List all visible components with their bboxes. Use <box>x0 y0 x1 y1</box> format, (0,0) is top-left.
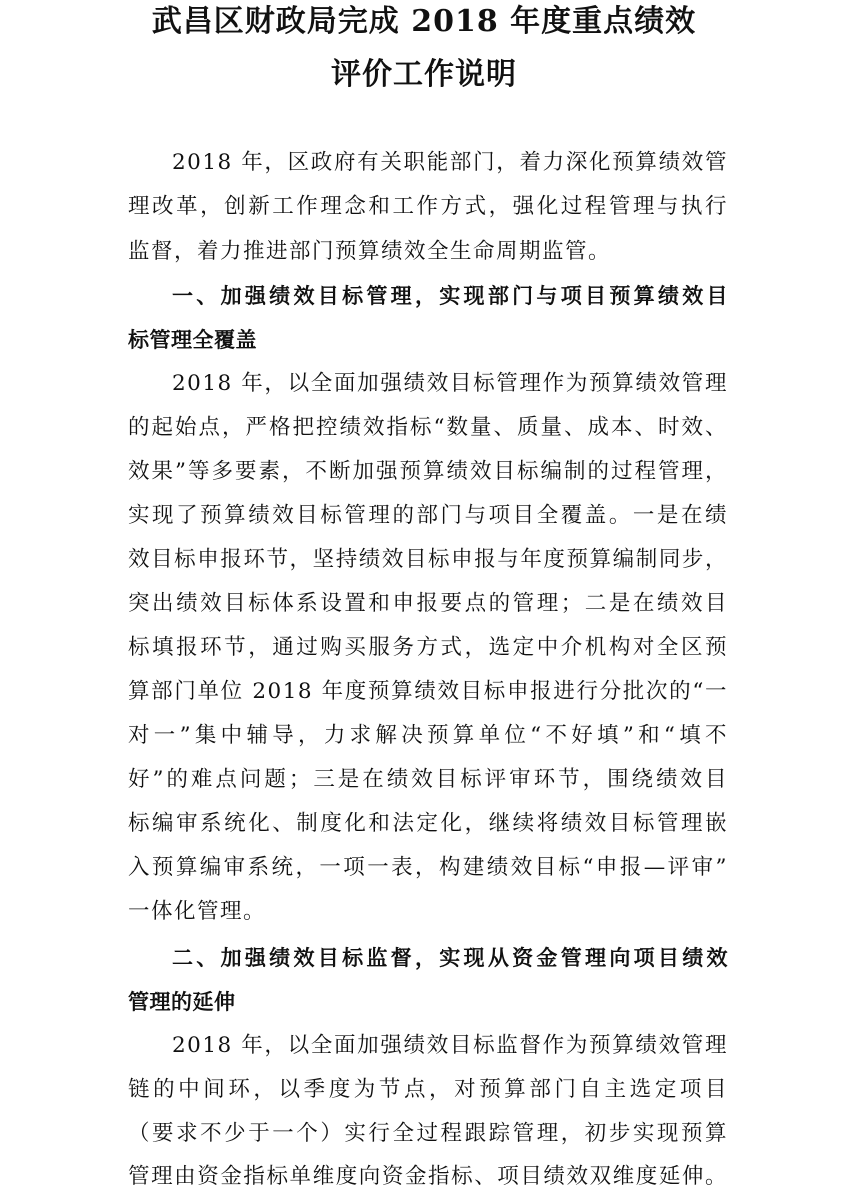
section1-heading-line-2: 标管理全覆盖 <box>128 328 257 352</box>
section1-body-line-11: 标编审系统化、制度化和法定化，继续将绩效目标管理嵌 <box>128 811 728 836</box>
section1-body-line-6: 突出绩效目标体系设置和申报要点的管理；二是在绩效目 <box>128 591 728 616</box>
section1-body-line-8: 算部门单位 2018 年度预算绩效目标申报进行分批次的“一 <box>128 679 728 704</box>
section1-body-line-10: 好”的难点问题；三是在绩效目标评审环节，围绕绩效目 <box>128 767 728 792</box>
section1-body-line-3: 效果”等多要素，不断加强预算绩效目标编制的过程管理， <box>128 459 728 484</box>
section1-body-line-4: 实现了预算绩效目标管理的部门与项目全覆盖。一是在绩 <box>128 503 728 528</box>
section2-heading-line-1: 二、加强绩效目标监督，实现从资金管理向项目绩效 <box>172 946 728 970</box>
section2-body-line-3: （要求不少于一个）实行全过程跟踪管理，初步实现预算 <box>128 1121 728 1146</box>
section2-heading-line-2: 管理的延伸 <box>128 990 236 1014</box>
section2-body-line-4: 管理由资金指标单维度向资金指标、项目绩效双维度延伸。 <box>128 1164 728 1189</box>
intro-line-3: 监督，着力推进部门预算绩效全生命周期监管。 <box>128 239 612 264</box>
section1-body-line-12: 入预算编审系统，一项一表，构建绩效目标“申报—评审” <box>128 855 728 880</box>
section1-body-line-13: 一体化管理。 <box>128 899 267 924</box>
section1-body-line-1: 2018 年，以全面加强绩效目标管理作为预算绩效管理 <box>172 371 728 396</box>
section1-body-line-9: 对一”集中辅导，力求解决预算单位“不好填”和“填不 <box>128 723 728 748</box>
intro-line-1: 2018 年，区政府有关职能部门，着力深化预算绩效管 <box>172 150 728 175</box>
document-title-line-1: 武昌区财政局完成 2018 年度重点绩效 <box>151 4 697 39</box>
section1-heading-line-1: 一、加强绩效目标管理，实现部门与项目预算绩效目 <box>172 284 728 308</box>
intro-line-2: 理改革，创新工作理念和工作方式，强化过程管理与执行 <box>128 194 728 219</box>
section2-body-line-1: 2018 年，以全面加强绩效目标监督作为预算绩效管理 <box>172 1033 728 1058</box>
section1-body-line-2: 的起始点，严格把控绩效指标“数量、质量、成本、时效、 <box>128 415 728 440</box>
document-title-line-2: 评价工作说明 <box>331 57 517 92</box>
section2-body-line-2: 链的中间环，以季度为节点，对预算部门自主选定项目 <box>128 1077 728 1102</box>
section1-body-line-7: 标填报环节，通过购买服务方式，选定中介机构对全区预 <box>128 635 728 660</box>
section1-body-line-5: 效目标申报环节，坚持绩效目标申报与年度预算编制同步， <box>128 547 728 572</box>
